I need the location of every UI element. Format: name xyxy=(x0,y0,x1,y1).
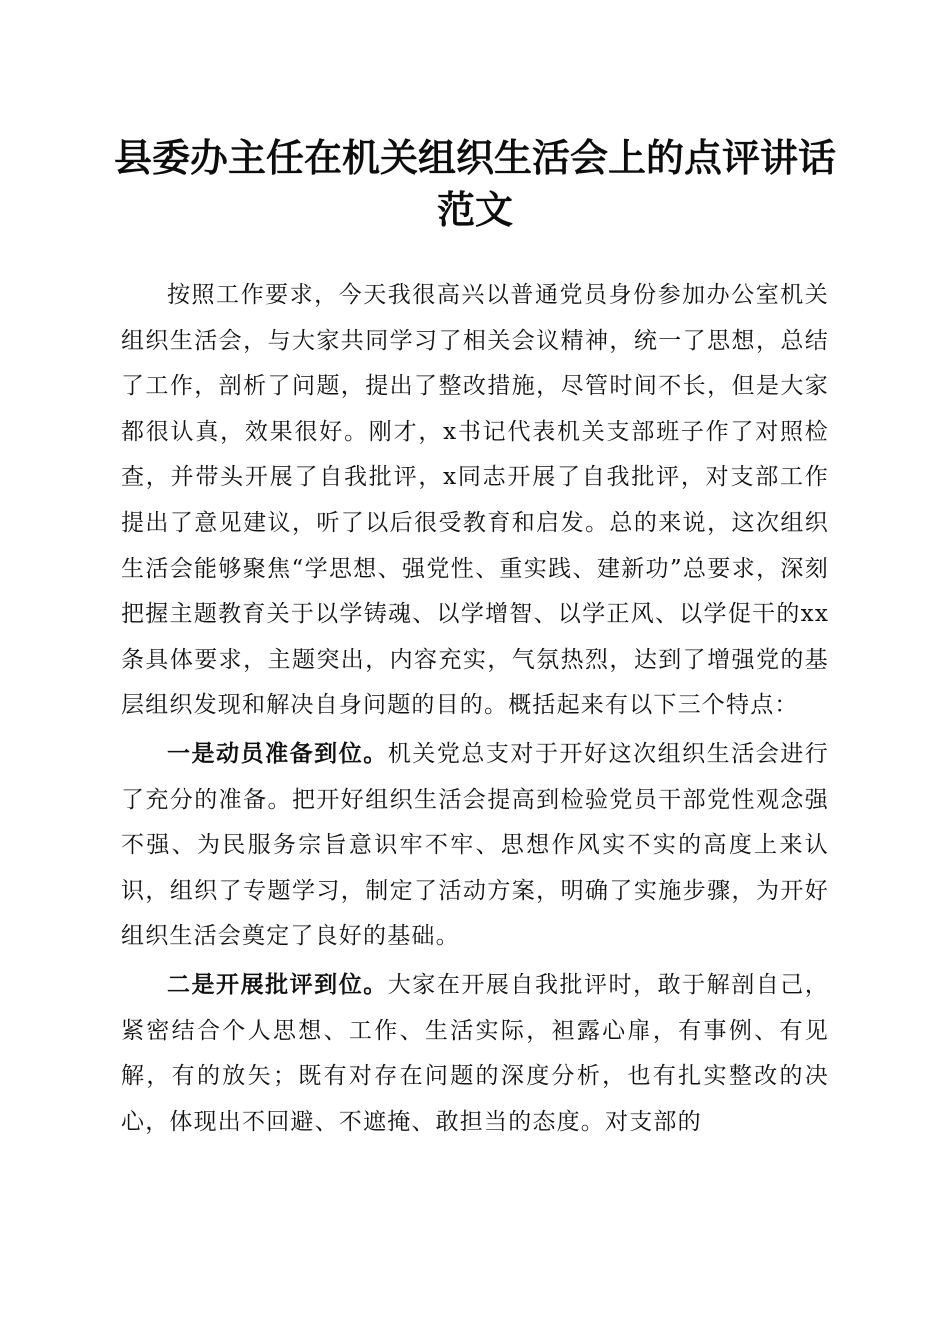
paragraph-lead: 一是动员准备到位。 xyxy=(167,739,388,767)
paragraph-intro xyxy=(121,272,829,729)
paragraph-point-one xyxy=(121,731,829,960)
document-body xyxy=(121,272,829,1147)
document-title: 县委办主任在机关组织生活会上的点评讲话范文 xyxy=(113,136,836,232)
paragraph-text: 按照工作要求，今天我很高兴以普通党员身份参加办公室机关组织生活会，与大家共同学习了相关会议精神，统一了思想，总结了工作，剖析了问题，提出了整改措施，尽管时间不长，但是大家都很认真，效果很好。刚才，x书记代表机关支部班子作了对照检查，并带头开展了自我批评，x同志开展了自我批评，对支部工作提出了意见建议，听了以后很受教育和启发。总的来说，这次组织生活会能够聚焦“学思想、强党性、重实践、建新功”总要求，深刻把握主题教育关于以学铸魂、以学增智、以学正风、以学促干的xx条具体要求，主题突出，内容充实，气氛热烈，达到了增强党的基层组织发现和解决自身问题的目的。概括起来有以下三个特点： xyxy=(121,282,829,719)
paragraph-text: 大家在开展自我批评时，敢于解剖自己，紧密结合个人思想、工作、生活实际，袒露心扉，有事例、有见解，有的放矢；既有对存在问题的深度分析，也有扎实整改的决心，体现出不回避、不遮掩、敢担当的态度。对支部的 xyxy=(121,971,829,1135)
paragraph-text: 机关党总支对于开好这次组织生活会进行了充分的准备。把开好组织生活会提高到检验党员干部党性观念强不强、为民服务宗旨意识牢不牢、思想作风实不实的高度上来认识，组织了专题学习，制定了活动方案，明确了实施步骤，为开好组织生活会奠定了良好的基础。 xyxy=(121,740,829,950)
paragraph-point-two xyxy=(121,962,829,1145)
paragraph-lead: 二是开展批评到位。 xyxy=(167,970,388,998)
